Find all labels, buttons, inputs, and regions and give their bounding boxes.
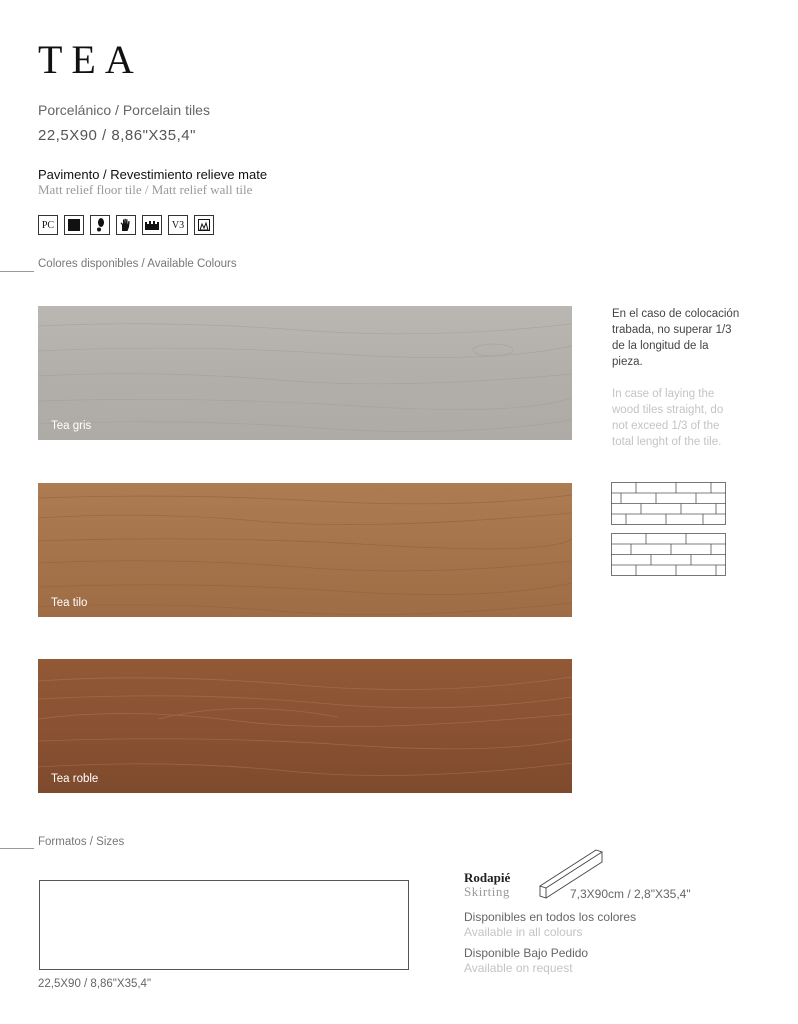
usage-en: Matt relief floor tile / Matt relief wall tile: [38, 182, 253, 197]
laying-pattern-diagram-2: [611, 533, 727, 577]
section-rule: [0, 271, 34, 272]
usage-es: Pavimento / Revestimiento relieve mate: [38, 167, 268, 182]
laying-pattern-diagram-1: [611, 482, 727, 526]
format-size-label: 22,5X90 / 8,86"X35,4": [38, 978, 152, 990]
full-body-square-icon: [64, 215, 84, 235]
tile-label: Tea tilo: [51, 597, 88, 609]
wood-texture-gris: [38, 306, 572, 440]
colours-section-label: Colores disponibles / Available Colours: [38, 258, 237, 270]
wood-texture-tilo: [38, 483, 572, 617]
skirting-size: 7,3X90cm / 2,8"X35,4": [570, 887, 691, 901]
material-label: Porcelánico / Porcelain tiles: [38, 102, 210, 118]
laying-note-en: In case of laying the wood tiles straight, do not exceed 1/3 of the total lenght of the tile.: [612, 388, 724, 448]
availability-all-es: Disponibles en todos los colores: [464, 910, 637, 924]
page-title: TEA: [38, 37, 143, 82]
tile-label: Tea gris: [51, 420, 92, 432]
tile-swatch-tilo: [38, 483, 572, 617]
section-rule: [0, 848, 34, 849]
v3-icon-text: V3: [171, 219, 185, 231]
pc-icon: [38, 215, 58, 235]
laying-note-es: En el caso de colocación trabada, no superar 1/3 de la longitud de la pieza.: [612, 308, 740, 368]
availability-all-en: Available in all colours: [464, 925, 583, 939]
relief-icon: [142, 215, 162, 235]
foot-traffic-icon: [90, 215, 110, 235]
pc-icon-text: PC: [41, 219, 55, 231]
v3-icon: [168, 215, 188, 235]
sizes-section-label: Formatos / Sizes: [38, 836, 125, 848]
tile-swatch-gris: [38, 306, 572, 440]
format-outline: [39, 880, 409, 970]
hand-icon: [116, 215, 136, 235]
availability-request-en: Available on request: [464, 961, 573, 975]
frost-resistant-icon: [194, 215, 214, 235]
tile-swatch-roble: [38, 659, 572, 793]
skirting-subtitle: Skirting: [464, 884, 510, 899]
availability-request-es: Disponible Bajo Pedido: [464, 946, 589, 960]
skirting-title: Rodapié: [464, 870, 511, 885]
tile-label: Tea roble: [51, 773, 99, 785]
feature-icons: [38, 215, 214, 235]
size-label-header: 22,5X90 / 8,86"X35,4": [38, 127, 196, 144]
wood-texture-roble: [38, 659, 572, 793]
